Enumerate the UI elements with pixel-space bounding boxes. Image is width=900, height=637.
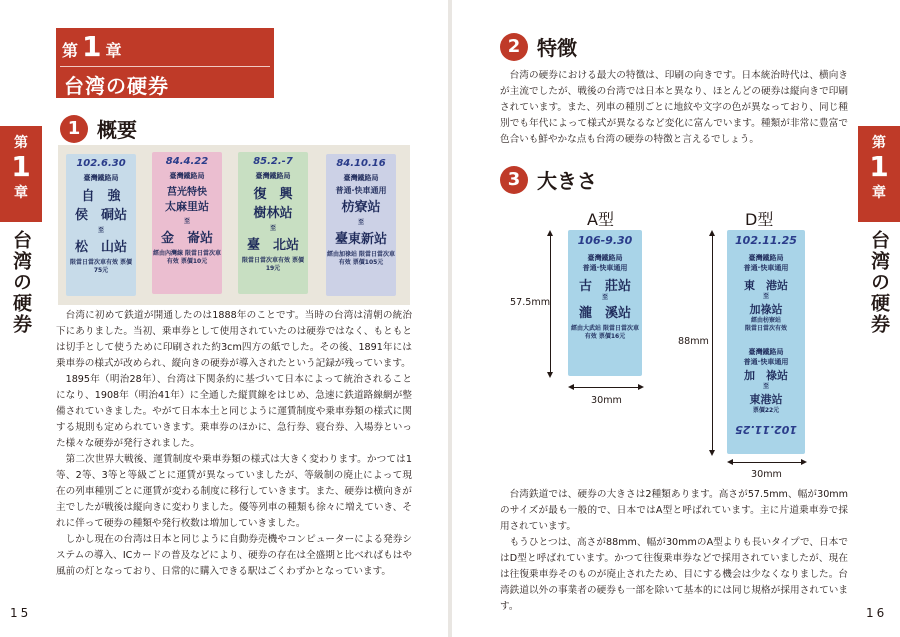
side-tab-left [0, 126, 42, 222]
d-width-dimension: 30mm [751, 469, 782, 480]
ticket-from: 莒光特快 [167, 187, 207, 198]
size-paragraph: 台湾鉄道では、硬券の大きさは2種類あります。高さが57.5mm、幅が30mmのサイズが最も一般的で、日本ではA型と呼ばれています。主に片道乗車券で採用されています。 [500, 489, 848, 532]
ticket-to-return: 東港站 [749, 393, 783, 406]
ticket-fare: 限當日當次車有效 票價19元 [241, 257, 305, 272]
ticket-company: 臺灣鐵路局 [83, 174, 119, 182]
chapter-dai: 第 [62, 41, 79, 60]
left-page [0, 0, 448, 637]
page-number-right: 16 [866, 606, 888, 620]
section-number: 1 [60, 115, 88, 143]
arrow-right-icon [638, 384, 644, 390]
side-tab-right [858, 126, 900, 222]
ticket-mid-return: 至 [762, 383, 769, 390]
ticket-to: 松 山站 [74, 240, 127, 255]
a-type-label: A型 [587, 210, 614, 229]
ticket-photo [58, 145, 410, 305]
ticket-to: 臺東新站 [334, 232, 387, 247]
chapter-num: 1 [82, 30, 102, 63]
ticket-via: 太麻里站 [165, 200, 209, 213]
a-height-dimension: 57.5mm [510, 297, 551, 308]
ticket-fare: 經由加祿站 限當日當次車有效 票價105元 [326, 251, 396, 266]
size-text [500, 487, 848, 615]
ticket-mid: 至 [601, 294, 608, 301]
ticket-company: 臺灣鐵路局 [343, 174, 379, 182]
arrow-up-icon [547, 230, 553, 236]
ticket-company: 臺灣鐵路局 [748, 254, 784, 262]
section-label: 概要 [97, 118, 137, 142]
side-tab-sho: 章 [14, 185, 28, 201]
ticket-item [238, 152, 308, 294]
ticket-fare: 票價22元 [752, 407, 780, 414]
chapter-number [62, 30, 122, 63]
ticket-date: 84.4.22 [165, 156, 209, 167]
ticket-date: 106-9.30 [577, 234, 633, 247]
ticket-mid: 至 [269, 225, 276, 232]
a-type-ticket [568, 230, 642, 376]
section-heading-overview [60, 114, 137, 143]
ticket-to: 臺 北站 [246, 238, 299, 253]
ticket-kind: 普通·快車通用 [743, 264, 789, 272]
overview-paragraph: しかし現在の台湾は日本と同じように自動券売機やコンピューターによる発券システムの導入、ICカードの普及などにより、硬券の存在は全盛期と比べればもはや風前の灯となっており、日常的に購入できる駅はごくわずかとなっています。 [56, 534, 412, 577]
ticket-kind: 普通·快車通用 [582, 264, 628, 272]
side-tab-dai: 第 [872, 135, 886, 151]
right-page [452, 0, 900, 637]
ticket-from: 自 強 [81, 189, 121, 204]
ticket-date: 84.10.16 [336, 158, 386, 169]
ticket-via: 枋寮站 [341, 200, 381, 215]
ticket-to: 金 崙站 [160, 231, 213, 246]
ticket-note: 經由枋寮站 [750, 317, 781, 324]
ticket-mid: 至 [183, 218, 190, 225]
ticket-date: 102.6.30 [76, 158, 126, 169]
ticket-from: 復 興 [253, 187, 293, 202]
ticket-to: 加祿站 [749, 303, 783, 316]
arrow-left-icon [727, 459, 733, 465]
ticket-from: 東 港站 [744, 279, 788, 292]
ticket-mid: 至 [357, 219, 364, 226]
page-number-left: 15 [10, 606, 32, 620]
section-label: 大きさ [537, 169, 597, 193]
ticket-company: 臺灣鐵路局 [169, 172, 205, 180]
ticket-company: 臺灣鐵路局 [587, 254, 623, 262]
ticket-via: 侯 硐站 [74, 208, 127, 223]
ticket-mid: 至 [762, 293, 769, 300]
ticket-fare: 經由內灣線 限當日當次車有效 票價10元 [152, 250, 222, 265]
arrow-right-icon [801, 459, 807, 465]
ticket-item [66, 154, 136, 296]
ticket-date: 85.2.-7 [253, 156, 293, 167]
ticket-company: 臺灣鐵路局 [255, 172, 291, 180]
ticket-mid: 至 [97, 227, 104, 234]
a-width-line [572, 387, 640, 388]
ticket-from-return: 加 祿站 [744, 369, 788, 382]
overview-text [56, 308, 412, 580]
section-label: 特徴 [537, 36, 577, 60]
side-title-left: 台湾の硬券 [10, 230, 32, 335]
arrow-down-icon [547, 372, 553, 378]
overview-paragraph: 1895年（明治28年）、台湾は下関条約に基づいて日本によって統治されることになり、1908年（明治41年）に全通した縦貫線をはじめ、急速に鉄道路線網が整備されていきました。やがて日本本土と同じように運賃制度や乗車券類の様式に関する規則も定められていきます。乗車券のほかに、急行券、寝台券、入場券といった様々な硬券が発行されました。 [56, 374, 412, 449]
ticket-via: 樹林站 [253, 206, 293, 221]
ticket-item [152, 152, 222, 294]
ticket-date: 102.11.25 [735, 234, 797, 247]
side-tab-sho: 章 [872, 185, 886, 201]
features-paragraph: 台湾の硬券における最大の特徴は、印刷の向きです。日本統治時代は、横向きが主流でしたが、戦後の台湾では日本と異なり、ほとんどの硬券は縦向きで印刷されています。また、列車の種別ごとに地紋や文字の色が異なっており、同じ種別でも年代によって様式が異なるなど変化に富んでいます。種類が非常に豊富で色合いも鮮やかな点も台湾の硬券の特徴と言えるでしょう。 [500, 70, 848, 145]
size-paragraph: もうひとつは、高さが88mm、幅が30mmのA型よりも長いタイプで、日本ではD型と呼ばれています。かつて往復乗車券などで採用されていましたが、現在は往復乗車券そのものが廃止されたため、目にする機会は少なくなりました。台湾鉄道以外の事業者の硬券も一部を除いて基本的には同じ規格が採用されています。 [500, 537, 848, 612]
arrow-down-icon [709, 450, 715, 456]
arrow-up-icon [709, 230, 715, 236]
ticket-kind-return: 普通·快車通用 [743, 358, 789, 366]
section-heading-features [500, 32, 577, 61]
chapter-rule [60, 66, 270, 67]
overview-paragraph: 台湾に初めて鉄道が開通したのは1888年のことです。当時の台湾は清朝の統治下にありました。当初、乗車券として使用されていたのは硬券ではなく、もともとは切手として使うために印刷された約3cm四方の紙でした。その後、1891年には乗車券の様式が改められ、縦向きの硬券が導入されたという記録が残っています。 [56, 310, 412, 369]
d-height-dimension: 88mm [678, 336, 709, 347]
d-height-line [712, 234, 713, 452]
side-tab-num: 1 [869, 150, 889, 183]
overview-paragraph: 第二次世界大戦後、運賃制度や乗車券類の様式は大きく変わります。かつては1等、2等、3等と等級ごとに運賃が異なっていましたが、等級制の廃止によって現在の列車種別ごとに運賃が変わる制度に移行していきます。また、硬券は横向きが主でしたが戦後は縦向きに変わりました。優等列車の種類も徐々に増えていき、それに伴って硬券の種類や発行枚数は増加していきました。 [56, 454, 412, 529]
chapter-header [56, 28, 274, 98]
ticket-fare: 限當日當次車有效 票價75元 [69, 259, 133, 274]
arrow-left-icon [568, 384, 574, 390]
side-title-right: 台湾の硬券 [868, 230, 890, 335]
a-width-dimension: 30mm [591, 395, 622, 406]
a-height-line [550, 234, 551, 374]
ticket-from: 古 莊站 [578, 279, 631, 294]
ticket-to: 瀧 溪站 [578, 306, 631, 321]
section-number: 3 [500, 166, 528, 194]
chapter-title: 台湾の硬券 [64, 74, 169, 98]
side-tab-num: 1 [11, 150, 31, 183]
ticket-date-bottom: 102.11.25 [735, 423, 797, 436]
side-tab-dai: 第 [14, 135, 28, 151]
ticket-company-return: 臺灣鐵路局 [748, 348, 784, 356]
d-width-line [731, 462, 803, 463]
d-type-ticket [727, 230, 805, 454]
ticket-return-label: 限當日當次有效 [744, 325, 787, 332]
ticket-fare: 經由大武站 限當日當次車有效 票價16元 [570, 325, 640, 340]
features-text [500, 68, 848, 148]
ticket-item [326, 154, 396, 296]
d-type-label: D型 [745, 210, 774, 229]
chapter-sho: 章 [105, 41, 122, 60]
ticket-from: 普通·快車通用 [335, 186, 387, 195]
section-number: 2 [500, 33, 528, 61]
section-heading-size [500, 165, 597, 194]
